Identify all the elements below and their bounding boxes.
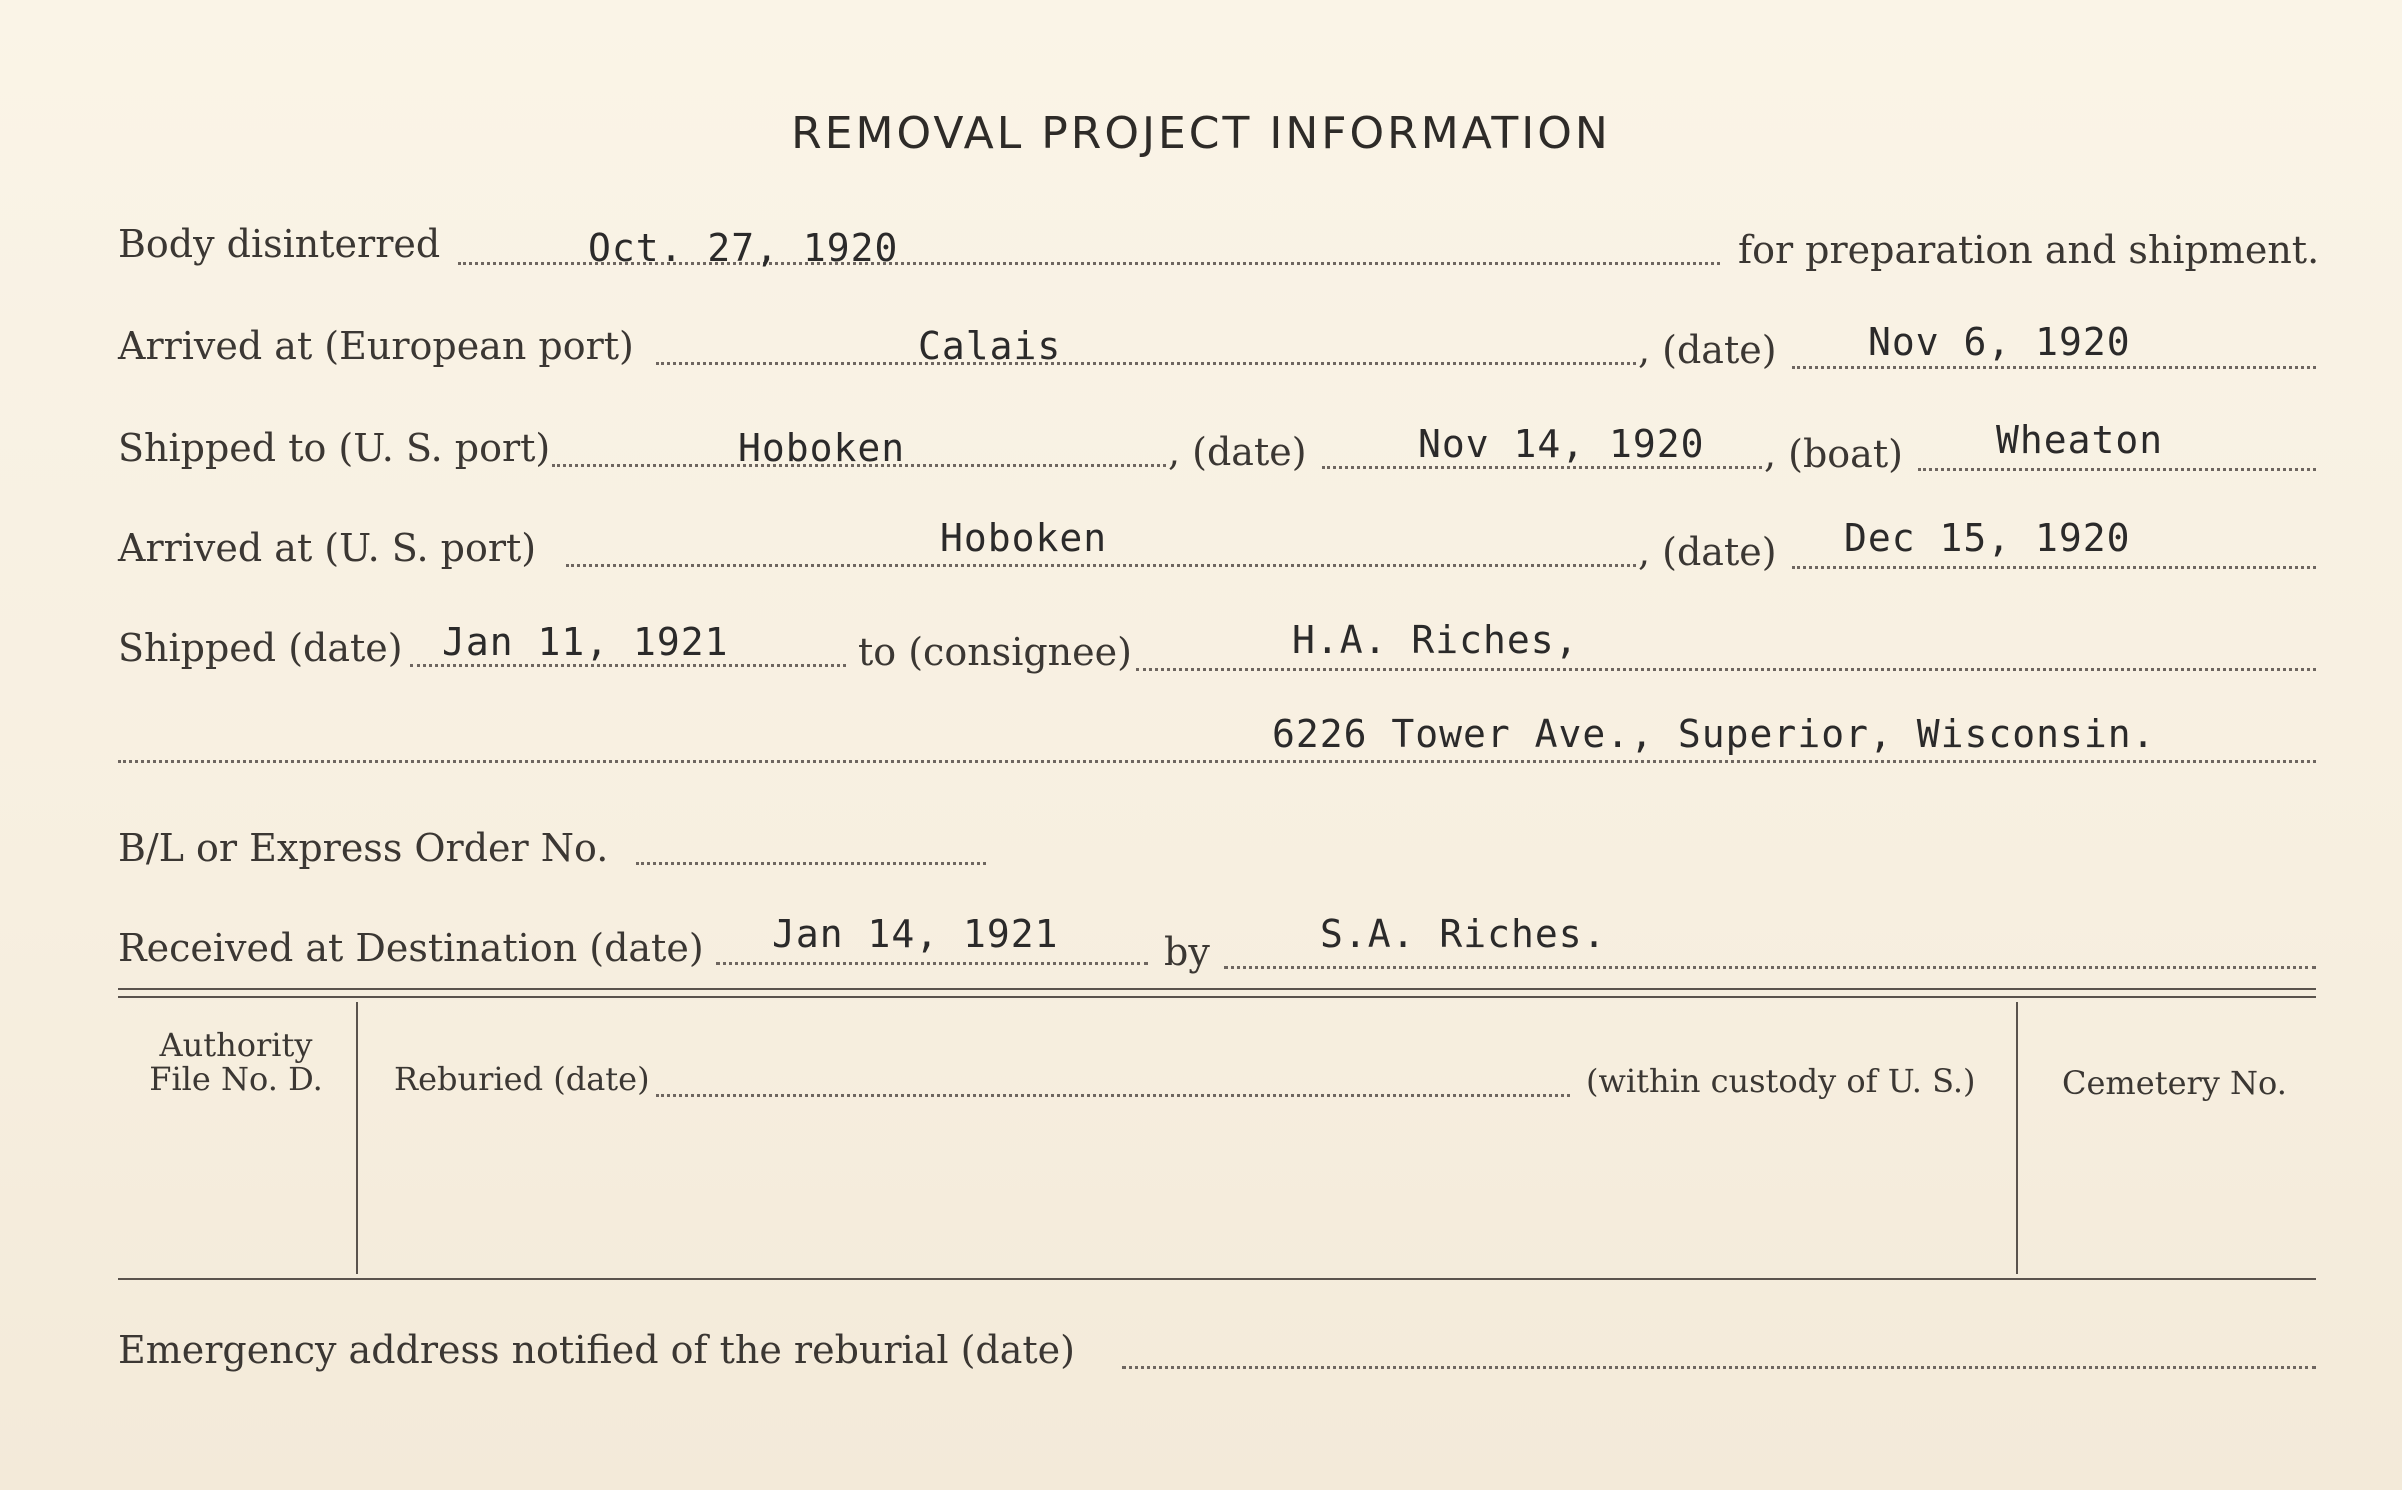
label-to-consignee: to (consignee): [858, 630, 1132, 674]
value-disinterred-date[interactable]: Oct. 27, 1920: [588, 226, 899, 270]
value-us-arrival-date[interactable]: Dec 15, 1920: [1844, 516, 2131, 560]
label-authority: Authority: [159, 1026, 313, 1064]
label-shipped-date: Shipped (date): [118, 626, 403, 670]
field-line-received-date: [716, 962, 1148, 965]
field-line-consignee: [1136, 668, 2316, 671]
field-line-address: [118, 760, 2316, 763]
label-bl-order: B/L or Express Order No.: [118, 826, 609, 870]
box-divider-right: [2016, 1002, 2018, 1274]
value-european-port[interactable]: Calais: [918, 324, 1062, 368]
label-date-3: , (date): [1638, 530, 1777, 574]
value-us-port-arrived[interactable]: Hoboken: [940, 516, 1108, 560]
value-consignee[interactable]: H.A. Riches,: [1292, 618, 1579, 662]
field-line-received-by: [1224, 966, 2316, 969]
label-arrived-european: Arrived at (European port): [118, 324, 634, 368]
box-divider-left: [356, 1002, 358, 1274]
label-reburied: Reburied (date): [394, 1060, 650, 1098]
value-received-by[interactable]: S.A. Riches.: [1320, 912, 1607, 956]
box-top-line-2: [118, 996, 2316, 998]
box-bottom-line: [118, 1278, 2316, 1280]
field-line-us-arrival-date: [1792, 566, 2316, 569]
label-for-preparation: for preparation and shipment.: [1738, 228, 2320, 272]
field-line-emergency: [1122, 1366, 2316, 1369]
label-boat: , (boat): [1764, 432, 1903, 476]
label-date-2: , (date): [1168, 430, 1307, 474]
value-shipped-to-consignee-date[interactable]: Jan 11, 1921: [442, 620, 729, 664]
label-arrived-us: Arrived at (U. S. port): [118, 526, 537, 570]
page-title: REMOVAL PROJECT INFORMATION: [791, 108, 1611, 159]
field-line-boat: [1918, 468, 2316, 471]
label-shipped-to: Shipped to (U. S. port): [118, 426, 551, 470]
value-received-date[interactable]: Jan 14, 1921: [772, 912, 1059, 956]
field-line-us-arrived-port: [566, 564, 1636, 567]
field-line-european-date: [1792, 366, 2316, 369]
value-shipped-date[interactable]: Nov 14, 1920: [1418, 422, 1705, 466]
field-line-european-port: [656, 362, 1636, 365]
box-top-line-1: [118, 988, 2316, 990]
value-us-port-shipped[interactable]: Hoboken: [738, 426, 906, 470]
field-line-ship-date: [1322, 466, 1762, 469]
label-by: by: [1164, 930, 1210, 974]
value-consignee-address[interactable]: 6226 Tower Ave., Superior, Wisconsin.: [1272, 712, 2156, 756]
label-body-disinterred: Body disinterred: [118, 222, 441, 266]
field-line-reburied: [656, 1094, 1570, 1097]
field-line-shipped-date: [410, 664, 846, 667]
label-emergency: Emergency address notified of the reburial (date): [118, 1328, 1075, 1372]
label-cemetery-no: Cemetery No.: [2062, 1064, 2287, 1102]
field-line-bl-order: [636, 862, 986, 865]
label-file-no: File No. D.: [149, 1060, 323, 1098]
value-boat[interactable]: Wheaton: [1996, 418, 2164, 462]
label-custody: (within custody of U. S.): [1586, 1062, 1976, 1100]
label-received: Received at Destination (date): [118, 926, 704, 970]
label-date-1: , (date): [1638, 328, 1777, 372]
value-european-arrival-date[interactable]: Nov 6, 1920: [1868, 320, 2131, 364]
